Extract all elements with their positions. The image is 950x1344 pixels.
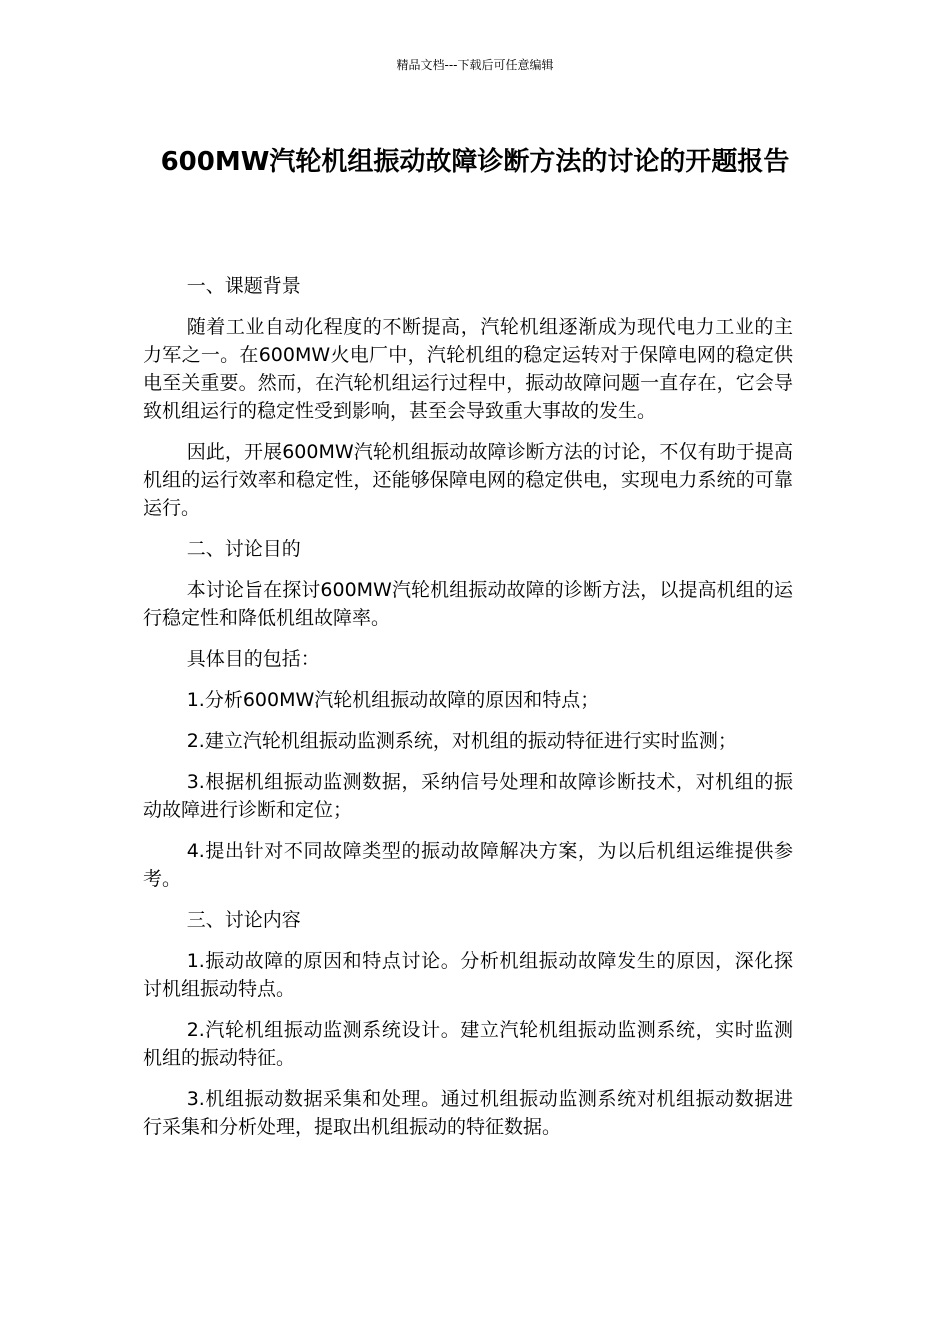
section-heading-purpose: 二、讨论目的: [186, 538, 301, 560]
section-heading-background: 一、课题背景: [186, 275, 301, 297]
document-body: [143, 272, 793, 1154]
list-item-content-1: 1.振动故障的原因和特点讨论。分析机组振动故障发生的原因，深化探讨机组振动特点。: [143, 950, 793, 1000]
list-item-goal-1: 1.分析600MW汽轮机组振动故障的原因和特点；: [186, 689, 600, 711]
paragraph-specific-goals: 具体目的包括：: [186, 648, 320, 670]
paragraph-background-1: 随着工业自动化程度的不断提高，汽轮机组逐渐成为现代电力工业的主力军之一。在600MW火电厂中，汽轮机组的稳定运转对于保障电网的稳定供电至关重要。然而，在汽轮机组运行过程中，振动故障问题一直存在，它会导致机组运行的稳定性受到影响，甚至会导致重大事故的发生。: [143, 316, 793, 422]
document-title: 600MW汽轮机组振动故障诊断方法的讨论的开题报告: [160, 147, 790, 177]
list-item-content-3: 3.机组振动数据采集和处理。通过机组振动监测系统对机组振动数据进行采集和分析处理，提取出机组振动的特征数据。: [143, 1088, 793, 1138]
list-item-goal-4: 4.提出针对不同故障类型的振动故障解决方案，为以后机组运维提供参考。: [143, 840, 793, 890]
header-note: 精品文档---下载后可任意编辑: [396, 58, 554, 72]
list-item-goal-3: 3.根据机组振动监测数据，采纳信号处理和故障诊断技术，对机组的振动故障进行诊断和定位；: [143, 771, 793, 821]
section-heading-content: 三、讨论内容: [186, 909, 301, 931]
paragraph-background-2: 因此，开展600MW汽轮机组振动故障诊断方法的讨论，不仅有助于提高机组的运行效率和稳定性，还能够保障电网的稳定供电，实现电力系统的可靠运行。: [143, 441, 793, 519]
list-item-content-2: 2.汽轮机组振动监测系统设计。建立汽轮机组振动监测系统，实时监测机组的振动特征。: [143, 1019, 793, 1069]
paragraph-purpose: 本讨论旨在探讨600MW汽轮机组振动故障的诊断方法，以提高机组的运行稳定性和降低机组故障率。: [143, 579, 793, 629]
list-item-goal-2: 2.建立汽轮机组振动监测系统，对机组的振动特征进行实时监测；: [186, 730, 737, 752]
